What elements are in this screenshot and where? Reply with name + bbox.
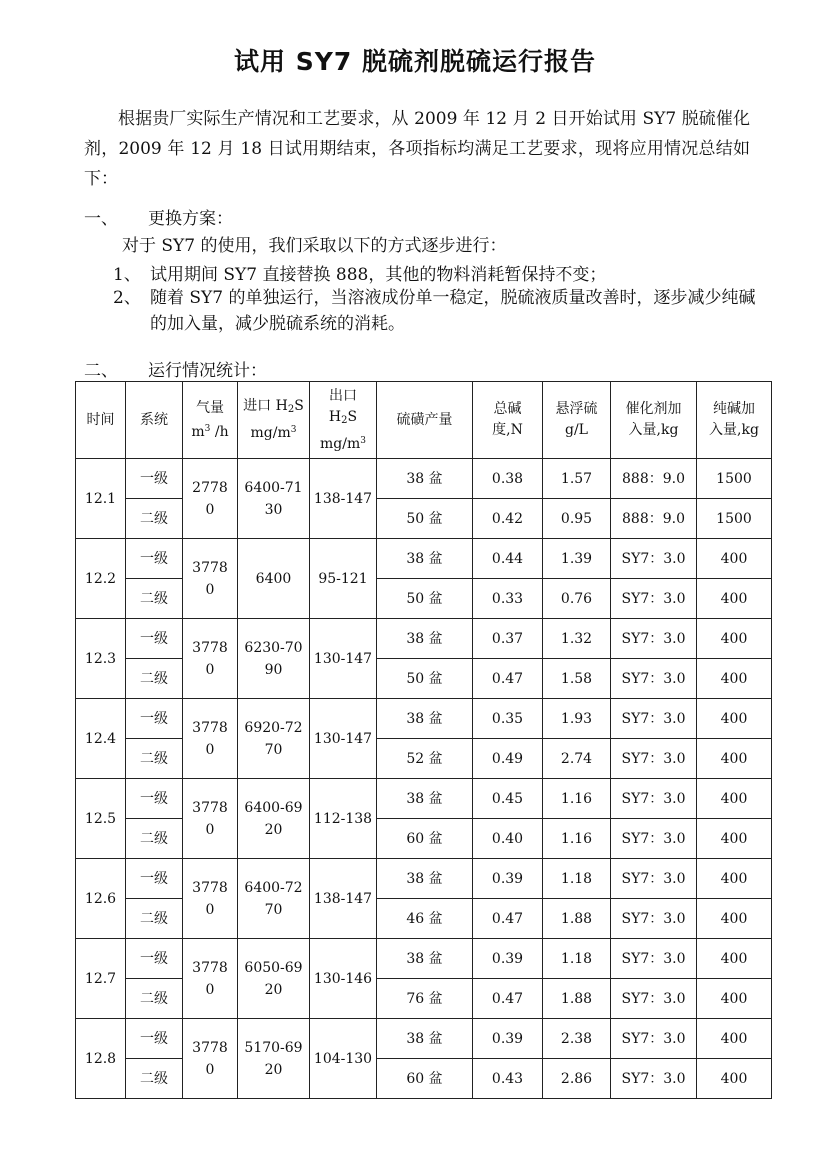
header-soda: 纯碱加 入量,kg xyxy=(697,382,772,459)
cell-date: 12.2 xyxy=(76,539,126,619)
cell-total-alkali: 0.45 xyxy=(473,779,543,819)
cell-suspended-sulfur: 2.38 xyxy=(543,1019,611,1059)
cell-sulfur-output: 50 盆 xyxy=(377,499,473,539)
cell-sulfur-output: 46 盆 xyxy=(377,899,473,939)
cell-catalyst: SY7：3.0 xyxy=(611,979,697,1019)
cell-suspended-sulfur: 1.93 xyxy=(543,699,611,739)
cell-outlet-h2s: 95-121 xyxy=(310,539,377,619)
cell-soda: 400 xyxy=(697,1019,772,1059)
header-system: 系统 xyxy=(126,382,183,459)
cell-system: 二级 xyxy=(126,899,183,939)
table-row xyxy=(76,459,772,499)
cell-suspended-sulfur: 1.16 xyxy=(543,779,611,819)
cell-outlet-h2s: 112-138 xyxy=(310,779,377,859)
table-row xyxy=(76,979,772,1019)
cell-suspended-sulfur: 1.18 xyxy=(543,859,611,899)
cell-suspended-sulfur: 1.39 xyxy=(543,539,611,579)
cell-catalyst: SY7：3.0 xyxy=(611,939,697,979)
cell-outlet-h2s: 130-147 xyxy=(310,619,377,699)
cell-catalyst: 888：9.0 xyxy=(611,459,697,499)
section1-lead: 对于 SY7 的使用，我们采取以下的方式逐步进行： xyxy=(122,236,507,256)
cell-system: 一级 xyxy=(126,619,183,659)
operation-stats-table xyxy=(75,381,772,1099)
cell-outlet-h2s: 138-147 xyxy=(310,459,377,539)
cell-catalyst: SY7：3.0 xyxy=(611,739,697,779)
cell-sulfur-output: 50 盆 xyxy=(377,579,473,619)
cell-sulfur-output: 38 盆 xyxy=(377,699,473,739)
cell-inlet-h2s: 6400-72 70 xyxy=(238,859,310,939)
table-row xyxy=(76,739,772,779)
table-row xyxy=(76,499,772,539)
cell-catalyst: SY7：3.0 xyxy=(611,699,697,739)
table-row xyxy=(76,779,772,819)
table-row xyxy=(76,539,772,579)
intro-paragraph: 根据贵厂实际生产情况和工艺要求，从 2009 年 12 月 2 日开始试用 SY7 脱硫催化剂，2009 年 12 月 18 日试用期结束，各项指标均满足工艺要求，现将应用情况总结如下： xyxy=(84,109,750,189)
cell-system: 一级 xyxy=(126,699,183,739)
table-row xyxy=(76,1059,772,1099)
cell-gas-volume: 3778 0 xyxy=(183,939,238,1019)
header-time: 时间 xyxy=(76,382,126,459)
cell-total-alkali: 0.47 xyxy=(473,659,543,699)
cell-total-alkali: 0.37 xyxy=(473,619,543,659)
cell-suspended-sulfur: 1.58 xyxy=(543,659,611,699)
cell-suspended-sulfur: 0.76 xyxy=(543,579,611,619)
cell-inlet-h2s: 6400-71 30 xyxy=(238,459,310,539)
cell-date: 12.8 xyxy=(76,1019,126,1099)
table-header-row xyxy=(76,382,772,459)
cell-system: 一级 xyxy=(126,1019,183,1059)
cell-inlet-h2s: 5170-69 20 xyxy=(238,1019,310,1099)
cell-system: 一级 xyxy=(126,939,183,979)
table-row xyxy=(76,939,772,979)
cell-date: 12.6 xyxy=(76,859,126,939)
cell-soda: 400 xyxy=(697,579,772,619)
cell-total-alkali: 0.49 xyxy=(473,739,543,779)
cell-gas-volume: 3778 0 xyxy=(183,619,238,699)
cell-soda: 400 xyxy=(697,699,772,739)
cell-total-alkali: 0.40 xyxy=(473,819,543,859)
cell-catalyst: 888：9.0 xyxy=(611,499,697,539)
section1-title: 更换方案： xyxy=(148,209,233,229)
cell-suspended-sulfur: 1.32 xyxy=(543,619,611,659)
cell-catalyst: SY7：3.0 xyxy=(611,859,697,899)
cell-total-alkali: 0.47 xyxy=(473,979,543,1019)
cell-catalyst: SY7：3.0 xyxy=(611,779,697,819)
cell-suspended-sulfur: 1.88 xyxy=(543,979,611,1019)
cell-sulfur-output: 38 盆 xyxy=(377,1019,473,1059)
table-row xyxy=(76,819,772,859)
cell-catalyst: SY7：3.0 xyxy=(611,579,697,619)
plan-item-text: 随着 SY7 的单独运行，当溶液成份单一稳定，脱硫液质量改善时，逐步减少纯碱的加入量，减少脱硫系统的消耗。 xyxy=(150,288,756,334)
table-row xyxy=(76,659,772,699)
cell-date: 12.5 xyxy=(76,779,126,859)
cell-total-alkali: 0.38 xyxy=(473,459,543,499)
cell-total-alkali: 0.43 xyxy=(473,1059,543,1099)
cell-total-alkali: 0.44 xyxy=(473,539,543,579)
cell-inlet-h2s: 6050-69 20 xyxy=(238,939,310,1019)
cell-gas-volume: 3778 0 xyxy=(183,539,238,619)
header-outlet-h2s: 出口 $H_2S$ $mg/m^3$ xyxy=(310,382,377,459)
header-catalyst: 催化剂加 入量,kg xyxy=(611,382,697,459)
cell-catalyst: SY7：3.0 xyxy=(611,899,697,939)
cell-sulfur-output: 60 盆 xyxy=(377,819,473,859)
cell-soda: 1500 xyxy=(697,459,772,499)
cell-date: 12.7 xyxy=(76,939,126,1019)
header-inlet-h2s: 进口 $H_2S$ $mg/m^3$ xyxy=(238,382,310,459)
cell-catalyst: SY7：3.0 xyxy=(611,539,697,579)
cell-outlet-h2s: 130-146 xyxy=(310,939,377,1019)
section1-number: 一、 xyxy=(84,209,118,229)
cell-sulfur-output: 76 盆 xyxy=(377,979,473,1019)
cell-gas-volume: 3778 0 xyxy=(183,699,238,779)
cell-suspended-sulfur: 2.86 xyxy=(543,1059,611,1099)
section1-heading xyxy=(84,207,233,231)
cell-sulfur-output: 38 盆 xyxy=(377,779,473,819)
cell-catalyst: SY7：3.0 xyxy=(611,819,697,859)
section2-number: 二、 xyxy=(84,361,118,381)
cell-suspended-sulfur: 1.16 xyxy=(543,819,611,859)
cell-soda: 1500 xyxy=(697,499,772,539)
cell-total-alkali: 0.39 xyxy=(473,859,543,899)
table-body xyxy=(76,459,772,1099)
cell-total-alkali: 0.39 xyxy=(473,1019,543,1059)
cell-date: 12.3 xyxy=(76,619,126,699)
header-sulfur-output: 硫磺产量 xyxy=(377,382,473,459)
cell-sulfur-output: 38 盆 xyxy=(377,459,473,499)
cell-total-alkali: 0.35 xyxy=(473,699,543,739)
cell-system: 二级 xyxy=(126,979,183,1019)
cell-date: 12.1 xyxy=(76,459,126,539)
cell-suspended-sulfur: 1.88 xyxy=(543,899,611,939)
cell-catalyst: SY7：3.0 xyxy=(611,619,697,659)
table-row xyxy=(76,619,772,659)
plan-item-marker: 2、 xyxy=(113,288,141,308)
table-row xyxy=(76,899,772,939)
cell-gas-volume: 3778 0 xyxy=(183,859,238,939)
cell-soda: 400 xyxy=(697,819,772,859)
header-suspended-sulfur: 悬浮硫 g/L xyxy=(543,382,611,459)
table-row xyxy=(76,699,772,739)
cell-inlet-h2s: 6230-70 90 xyxy=(238,619,310,699)
cell-suspended-sulfur: 2.74 xyxy=(543,739,611,779)
cell-sulfur-output: 60 盆 xyxy=(377,1059,473,1099)
cell-catalyst: SY7：3.0 xyxy=(611,1059,697,1099)
cell-total-alkali: 0.42 xyxy=(473,499,543,539)
report-title: 试用 SY7 脱硫剂脱硫运行报告 xyxy=(234,47,596,76)
plan-item-marker: 1、 xyxy=(113,265,141,285)
cell-soda: 400 xyxy=(697,539,772,579)
cell-system: 二级 xyxy=(126,659,183,699)
cell-suspended-sulfur: 1.18 xyxy=(543,939,611,979)
cell-inlet-h2s: 6920-72 70 xyxy=(238,699,310,779)
cell-outlet-h2s: 104-130 xyxy=(310,1019,377,1099)
cell-soda: 400 xyxy=(697,739,772,779)
cell-total-alkali: 0.39 xyxy=(473,939,543,979)
cell-soda: 400 xyxy=(697,899,772,939)
plan-item xyxy=(113,285,763,337)
cell-system: 一级 xyxy=(126,539,183,579)
cell-gas-volume: 3778 0 xyxy=(183,779,238,859)
cell-outlet-h2s: 138-147 xyxy=(310,859,377,939)
cell-soda: 400 xyxy=(697,979,772,1019)
cell-system: 二级 xyxy=(126,819,183,859)
cell-system: 一级 xyxy=(126,859,183,899)
cell-gas-volume: 3778 0 xyxy=(183,1019,238,1099)
cell-soda: 400 xyxy=(697,619,772,659)
cell-total-alkali: 0.47 xyxy=(473,899,543,939)
cell-catalyst: SY7：3.0 xyxy=(611,659,697,699)
cell-system: 二级 xyxy=(126,1059,183,1099)
header-total-alkali: 总碱 度,N xyxy=(473,382,543,459)
cell-suspended-sulfur: 0.95 xyxy=(543,499,611,539)
section2-heading xyxy=(84,359,267,383)
cell-system: 一级 xyxy=(126,459,183,499)
cell-inlet-h2s: 6400 xyxy=(238,539,310,619)
plan-item-text: 试用期间 SY7 直接替换 888，其他的物料消耗暂保持不变； xyxy=(150,265,607,285)
cell-sulfur-output: 38 盆 xyxy=(377,859,473,899)
cell-sulfur-output: 38 盆 xyxy=(377,939,473,979)
cell-soda: 400 xyxy=(697,779,772,819)
cell-suspended-sulfur: 1.57 xyxy=(543,459,611,499)
cell-sulfur-output: 50 盆 xyxy=(377,659,473,699)
table-row xyxy=(76,859,772,899)
header-gas-volume: 气量 $m^3$ /h xyxy=(183,382,238,459)
section2-title: 运行情况统计： xyxy=(148,361,267,381)
cell-sulfur-output: 38 盆 xyxy=(377,619,473,659)
cell-gas-volume: 2778 0 xyxy=(183,459,238,539)
cell-system: 二级 xyxy=(126,579,183,619)
cell-total-alkali: 0.33 xyxy=(473,579,543,619)
cell-soda: 400 xyxy=(697,859,772,899)
cell-soda: 400 xyxy=(697,659,772,699)
table-row xyxy=(76,579,772,619)
cell-date: 12.4 xyxy=(76,699,126,779)
cell-soda: 400 xyxy=(697,939,772,979)
cell-sulfur-output: 52 盆 xyxy=(377,739,473,779)
cell-inlet-h2s: 6400-69 20 xyxy=(238,779,310,859)
cell-soda: 400 xyxy=(697,1059,772,1099)
cell-catalyst: SY7：3.0 xyxy=(611,1019,697,1059)
cell-outlet-h2s: 130-147 xyxy=(310,699,377,779)
table-row xyxy=(76,1019,772,1059)
cell-system: 二级 xyxy=(126,739,183,779)
cell-system: 二级 xyxy=(126,499,183,539)
cell-system: 一级 xyxy=(126,779,183,819)
cell-sulfur-output: 38 盆 xyxy=(377,539,473,579)
